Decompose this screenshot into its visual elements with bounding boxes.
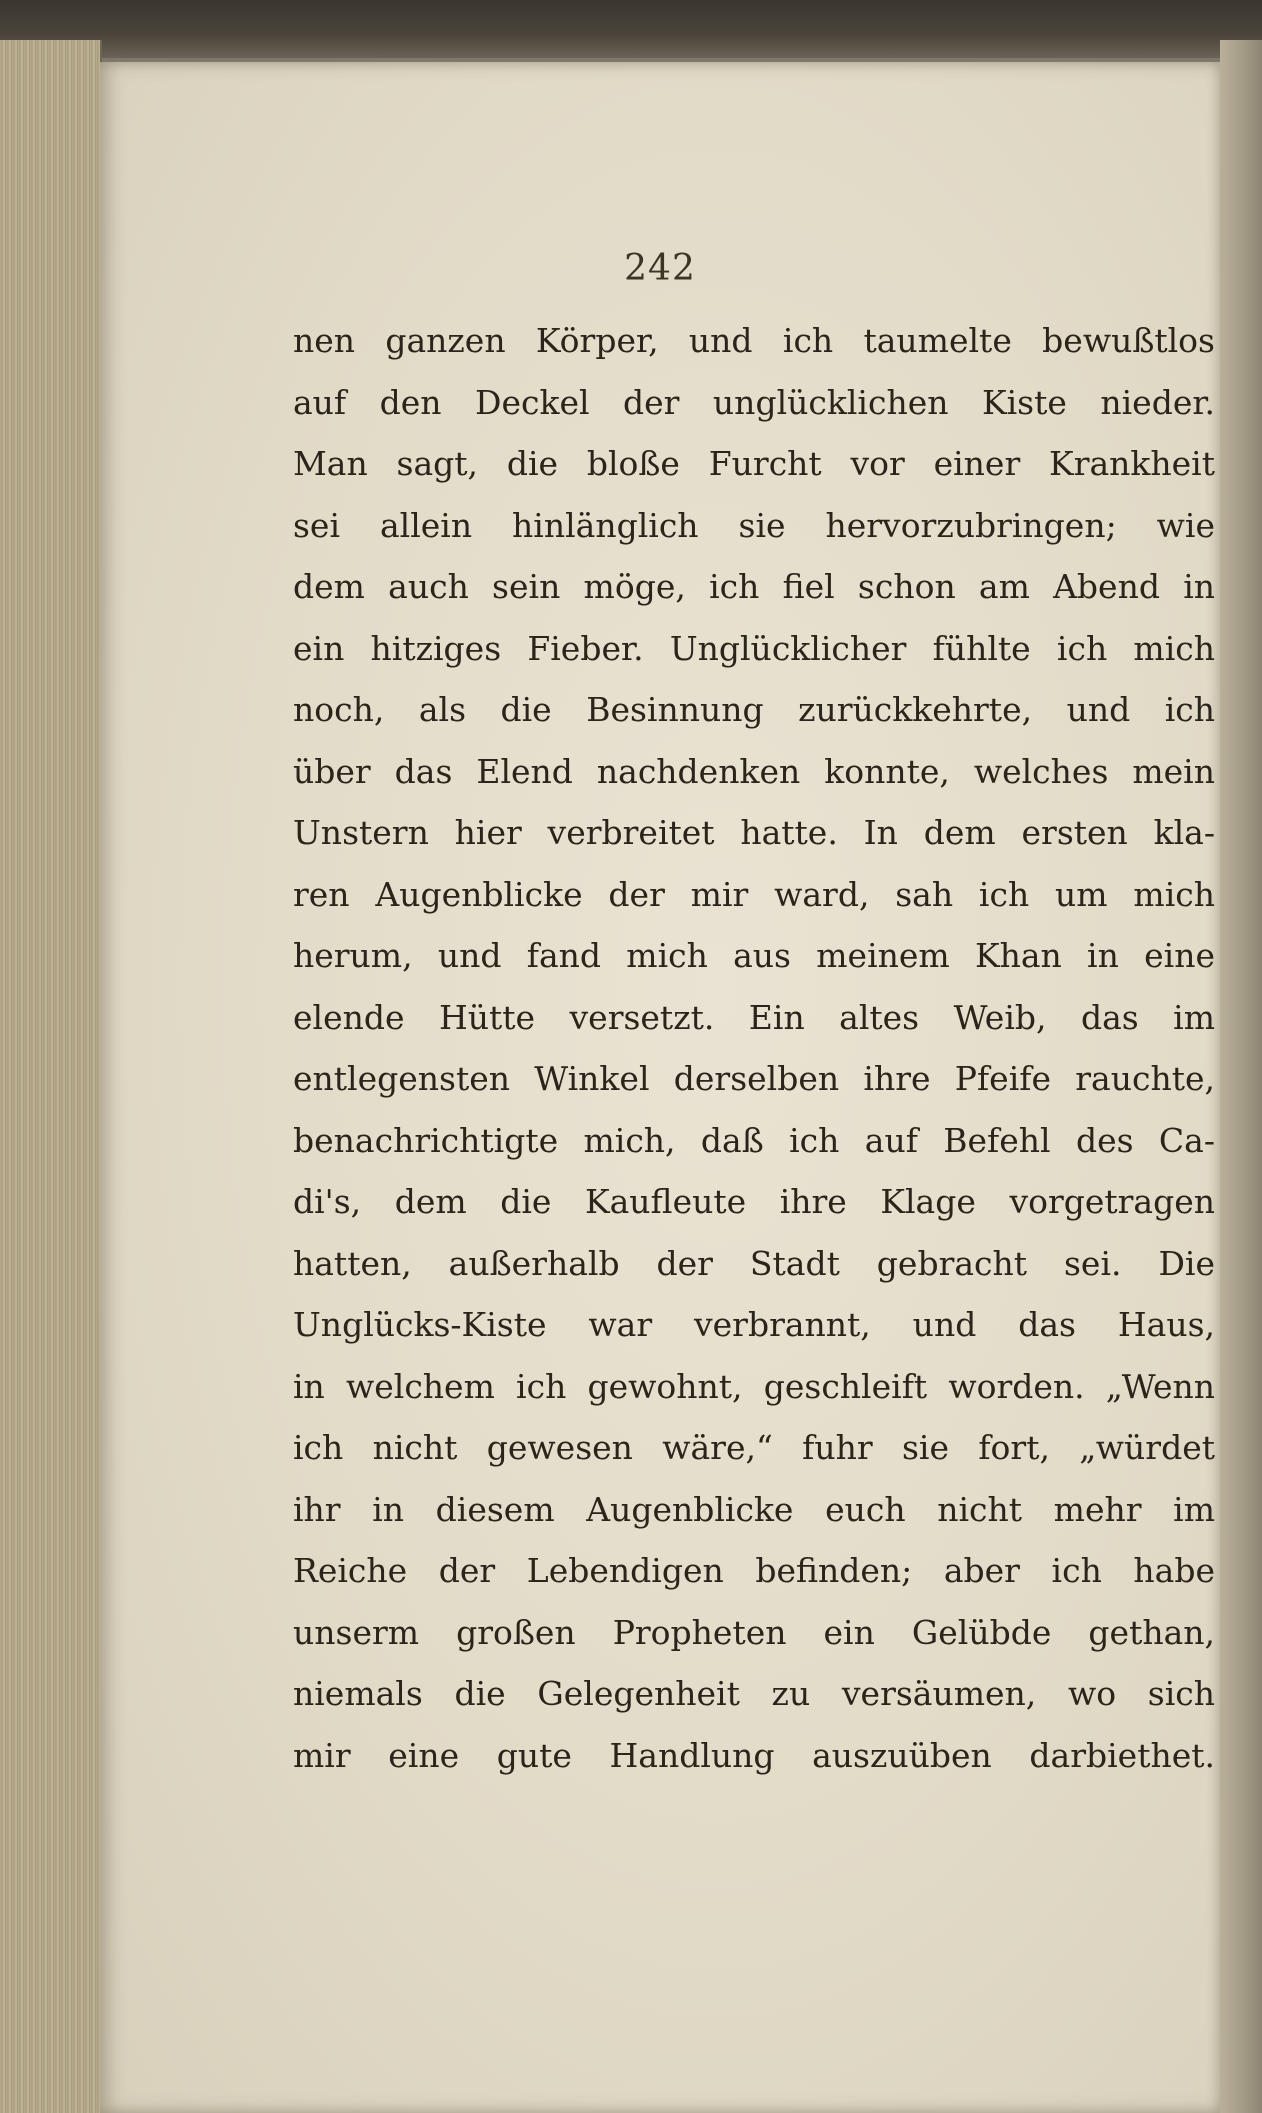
text-line: mir eine gute Handlung auszuüben darbiethet. bbox=[293, 1735, 1215, 1775]
text-line: entlegensten Winkel derselben ihre Pfeife rauchte, bbox=[293, 1059, 1215, 1098]
text-line: benachrichtigte mich, daß ich auf Befehl des Ca- bbox=[293, 1120, 1215, 1160]
text-line: di's, dem die Kaufleute ihre Klage vorgetragen bbox=[293, 1182, 1215, 1221]
text-line: ein hitziges Fieber. Unglücklicher fühlte ich mich bbox=[293, 628, 1215, 668]
page-stack-right-edge bbox=[1220, 40, 1262, 2113]
text-line: Reiche der Lebendigen befinden; aber ich habe bbox=[293, 1551, 1215, 1590]
book-page bbox=[100, 62, 1220, 2113]
text-line: sei allein hinlänglich sie hervorzubringen; wie bbox=[293, 505, 1215, 545]
text-line: Man sagt, die bloße Furcht vor einer Krankheit bbox=[293, 444, 1215, 483]
text-line: Unstern hier verbreitet hatte. In dem ersten kla- bbox=[293, 813, 1215, 852]
text-line: ihr in diesem Augenblicke euch nicht mehr im bbox=[293, 1489, 1215, 1529]
text-line: nen ganzen Körper, und ich taumelte bewußtlos bbox=[293, 321, 1215, 360]
text-line: elende Hütte versetzt. Ein altes Weib, das im bbox=[293, 997, 1215, 1037]
book-cover-top-edge bbox=[0, 0, 1262, 58]
page-stack-left-edge bbox=[0, 40, 102, 2113]
text-line: auf den Deckel der unglücklichen Kiste nieder. bbox=[293, 382, 1215, 422]
text-line: noch, als die Besinnung zurückkehrte, und ich bbox=[293, 690, 1215, 729]
text-line: herum, und fand mich aus meinem Khan in eine bbox=[293, 936, 1215, 975]
text-line: über das Elend nachdenken konnte, welches mein bbox=[293, 751, 1215, 791]
text-line: ich nicht gewesen wäre,“ fuhr sie fort, „würdet bbox=[293, 1428, 1215, 1467]
text-line: in welchem ich gewohnt, geschleift worden. „Wenn bbox=[293, 1366, 1215, 1406]
text-line: niemals die Gelegenheit zu versäumen, wo sich bbox=[293, 1674, 1215, 1713]
text-line: Unglücks-Kiste war verbrannt, und das Haus, bbox=[293, 1305, 1215, 1344]
text-line: dem auch sein möge, ich fiel schon am Abend in bbox=[293, 567, 1215, 606]
page-number: 242 bbox=[624, 248, 696, 289]
text-line: ren Augenblicke der mir ward, sah ich um mich bbox=[293, 874, 1215, 914]
body-text bbox=[293, 310, 1215, 1786]
text-line: unserm großen Propheten ein Gelübde gethan, bbox=[293, 1612, 1215, 1652]
text-line: hatten, außerhalb der Stadt gebracht sei. Die bbox=[293, 1243, 1215, 1283]
